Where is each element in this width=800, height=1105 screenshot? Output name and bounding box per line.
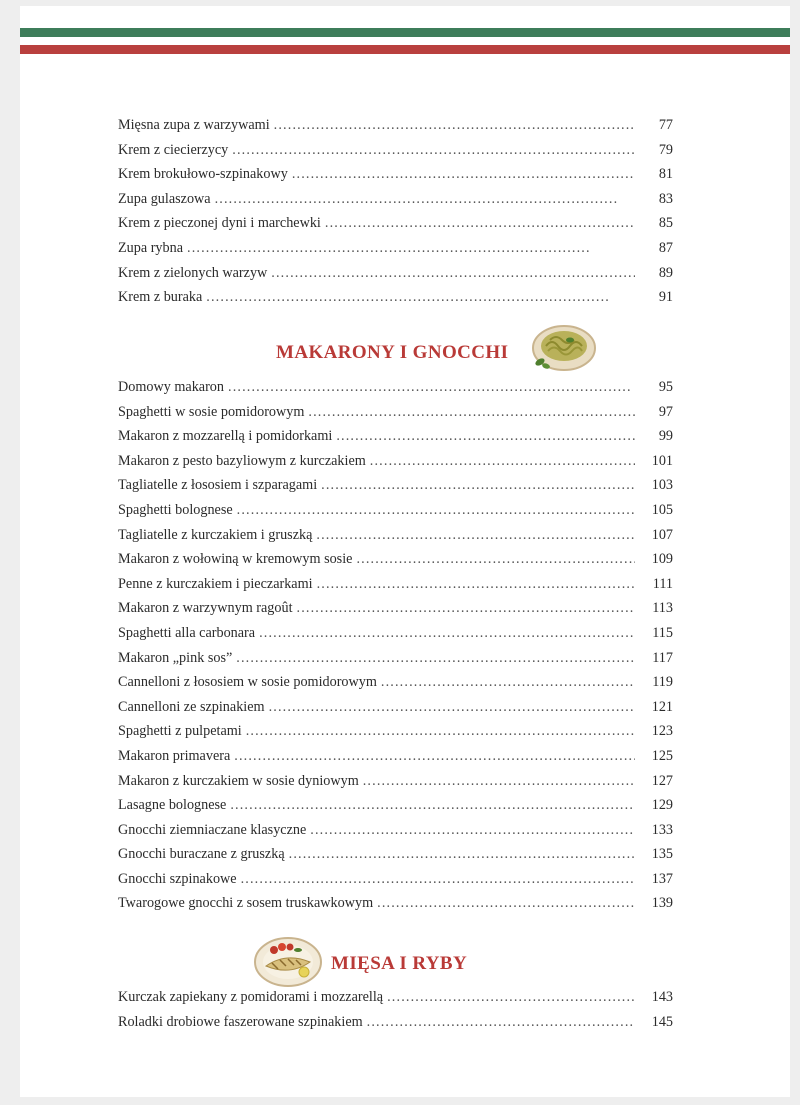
toc-entry bbox=[118, 846, 673, 871]
page-number: 87 bbox=[658, 239, 673, 256]
page-number: 125 bbox=[651, 747, 673, 764]
page-number: 107 bbox=[651, 526, 673, 543]
recipe-title: Mięsna zupa z warzywami bbox=[118, 117, 270, 133]
dot-leader bbox=[367, 1014, 635, 1031]
recipe-title: Cannelloni ze szpinakiem bbox=[118, 698, 265, 715]
recipe-title: Spaghetti alla carbonara bbox=[118, 624, 256, 641]
dot-leader bbox=[215, 191, 635, 208]
recipe-title: Tagliatelle z łososiem i szparagami bbox=[118, 477, 318, 494]
recipe-title: Roladki drobiowe faszerowane szpinakiem bbox=[118, 1013, 363, 1030]
recipe-title: Krem z buraka bbox=[118, 289, 203, 306]
dot-leader bbox=[363, 773, 635, 790]
toc-entry bbox=[118, 527, 673, 552]
toc-entry bbox=[118, 191, 673, 216]
pesto-pasta-bowl-icon bbox=[530, 318, 598, 374]
recipe-title: Zupa rybna bbox=[118, 239, 184, 256]
toc-entry bbox=[118, 674, 673, 699]
section-heading-meat: MIĘSA I RYBY bbox=[331, 953, 468, 974]
dot-leader bbox=[387, 989, 635, 1006]
recipe-title: Tagliatelle z kurczakiem i gruszką bbox=[118, 526, 313, 543]
page-number: 85 bbox=[658, 215, 673, 232]
pasta-list bbox=[118, 379, 673, 920]
recipe-title: Kurczak zapiekany z pomidorami i mozzarellą bbox=[118, 989, 384, 1005]
page-number: 77 bbox=[658, 117, 673, 133]
toc-entry bbox=[118, 404, 673, 429]
dot-leader bbox=[370, 453, 635, 470]
page-number: 111 bbox=[652, 575, 673, 592]
recipe-title: Lasagne bolognese bbox=[118, 797, 227, 814]
page-number: 135 bbox=[651, 846, 673, 863]
recipe-title: Makaron z warzywnym ragoût bbox=[118, 600, 293, 617]
dot-leader bbox=[259, 625, 635, 642]
page-number: 117 bbox=[652, 649, 673, 666]
dot-leader bbox=[237, 502, 635, 519]
toc-entry bbox=[118, 289, 673, 314]
page-number: 119 bbox=[652, 674, 673, 691]
toc-entry bbox=[118, 989, 673, 1014]
recipe-title: Krem z pieczonej dyni i marchewki bbox=[118, 215, 321, 232]
recipe-title: Twarogowe gnocchi z sosem truskawkowym bbox=[118, 895, 374, 912]
page-number: 101 bbox=[651, 452, 673, 469]
toc-entry bbox=[118, 1014, 673, 1039]
dot-leader bbox=[187, 240, 635, 257]
recipe-title: Spaghetti bolognese bbox=[118, 501, 233, 518]
toc-entry bbox=[118, 895, 673, 920]
toc-entry bbox=[118, 117, 673, 142]
page-number: 103 bbox=[651, 477, 673, 494]
cookbook-page bbox=[20, 6, 790, 1097]
recipe-title: Makaron z wołowiną w kremowym sosie bbox=[118, 551, 353, 568]
page-number: 133 bbox=[651, 821, 673, 838]
toc-entry bbox=[118, 379, 673, 404]
recipe-title: Makaron z kurczakiem w sosie dyniowym bbox=[118, 772, 359, 789]
dot-leader bbox=[377, 895, 635, 912]
dot-leader bbox=[356, 551, 635, 568]
page-number: 97 bbox=[658, 403, 673, 420]
toc-entry bbox=[118, 428, 673, 453]
toc-entry bbox=[118, 797, 673, 822]
toc-entry bbox=[118, 240, 673, 265]
recipe-title: Domowy makaron bbox=[118, 379, 224, 395]
dot-leader bbox=[310, 822, 635, 839]
dot-leader bbox=[292, 166, 635, 183]
recipe-title: Makaron „pink sos” bbox=[118, 649, 233, 666]
recipe-title: Krem z ciecierzycy bbox=[118, 141, 229, 158]
page-number: 143 bbox=[651, 989, 673, 1005]
recipe-title: Krem brokułowo-szpinakowy bbox=[118, 166, 288, 183]
dot-leader bbox=[234, 748, 635, 765]
dot-leader bbox=[316, 527, 635, 544]
soups-list bbox=[118, 117, 673, 314]
toc-entry bbox=[118, 166, 673, 191]
toc-entry bbox=[118, 625, 673, 650]
dot-leader bbox=[321, 477, 635, 494]
toc-entry bbox=[118, 502, 673, 527]
dot-leader bbox=[297, 600, 635, 617]
recipe-title: Gnocchi ziemniaczane klasyczne bbox=[118, 821, 307, 838]
section-heading-pasta: MAKARONY I GNOCCHI bbox=[276, 342, 509, 363]
page-number: 115 bbox=[652, 624, 673, 641]
toc-entry bbox=[118, 600, 673, 625]
page-number: 127 bbox=[651, 772, 673, 789]
recipe-title: Spaghetti w sosie pomidorowym bbox=[118, 403, 305, 420]
page-number: 105 bbox=[651, 501, 673, 518]
toc-entry bbox=[118, 477, 673, 502]
page-number: 99 bbox=[658, 428, 673, 445]
dot-leader bbox=[232, 142, 635, 159]
toc-entry bbox=[118, 699, 673, 724]
toc-entry bbox=[118, 142, 673, 167]
toc-entry bbox=[118, 265, 673, 290]
toc-entry bbox=[118, 650, 673, 675]
dot-leader bbox=[241, 871, 635, 888]
page-number: 137 bbox=[651, 870, 673, 887]
toc-entry bbox=[118, 871, 673, 896]
recipe-title: Makaron z mozzarellą i pomidorkami bbox=[118, 428, 333, 445]
recipe-title: Makaron primavera bbox=[118, 747, 231, 764]
toc-entry bbox=[118, 822, 673, 847]
dot-leader bbox=[274, 117, 635, 134]
dot-leader bbox=[308, 404, 635, 421]
dot-leader bbox=[271, 265, 635, 282]
green-stripe bbox=[20, 28, 790, 37]
dot-leader bbox=[236, 650, 635, 667]
meat-list bbox=[118, 989, 673, 1038]
dot-leader bbox=[317, 576, 635, 593]
toc-entry bbox=[118, 453, 673, 478]
recipe-title: Makaron z pesto bazyliowym z kurczakiem bbox=[118, 452, 366, 469]
page-number: 91 bbox=[658, 289, 673, 306]
page-number: 121 bbox=[651, 698, 673, 715]
page-number: 109 bbox=[651, 551, 673, 568]
page-number: 139 bbox=[651, 895, 673, 912]
recipe-title: Zupa gulaszowa bbox=[118, 190, 211, 207]
dot-leader bbox=[206, 289, 635, 306]
page-number: 145 bbox=[651, 1013, 673, 1030]
dot-leader bbox=[246, 723, 635, 740]
dot-leader bbox=[336, 428, 635, 445]
page-number: 123 bbox=[651, 723, 673, 740]
dot-leader bbox=[228, 379, 635, 396]
page-number: 95 bbox=[658, 379, 673, 395]
recipe-title: Gnocchi buraczane z gruszką bbox=[118, 846, 285, 863]
toc-entry bbox=[118, 773, 673, 798]
dot-leader bbox=[325, 215, 635, 232]
recipe-title: Spaghetti z pulpetami bbox=[118, 723, 242, 740]
dot-leader bbox=[381, 674, 635, 691]
recipe-title: Krem z zielonych warzyw bbox=[118, 264, 268, 281]
dot-leader bbox=[269, 699, 635, 716]
recipe-title: Cannelloni z łososiem w sosie pomidorowym bbox=[118, 674, 377, 691]
page-number: 89 bbox=[658, 264, 673, 281]
recipe-title: Gnocchi szpinakowe bbox=[118, 870, 237, 887]
toc-entry bbox=[118, 551, 673, 576]
grilled-fish-plate-icon bbox=[252, 932, 324, 990]
page-number: 83 bbox=[658, 190, 673, 207]
dot-leader bbox=[230, 797, 635, 814]
page-number: 81 bbox=[658, 166, 673, 183]
toc-entry bbox=[118, 723, 673, 748]
red-stripe bbox=[20, 45, 790, 54]
dot-leader bbox=[289, 846, 635, 863]
recipe-title: Penne z kurczakiem i pieczarkami bbox=[118, 575, 313, 592]
page-number: 113 bbox=[652, 600, 673, 617]
toc-entry bbox=[118, 748, 673, 773]
page-number: 79 bbox=[658, 141, 673, 158]
toc-entry bbox=[118, 215, 673, 240]
page-number: 129 bbox=[651, 797, 673, 814]
toc-entry bbox=[118, 576, 673, 601]
